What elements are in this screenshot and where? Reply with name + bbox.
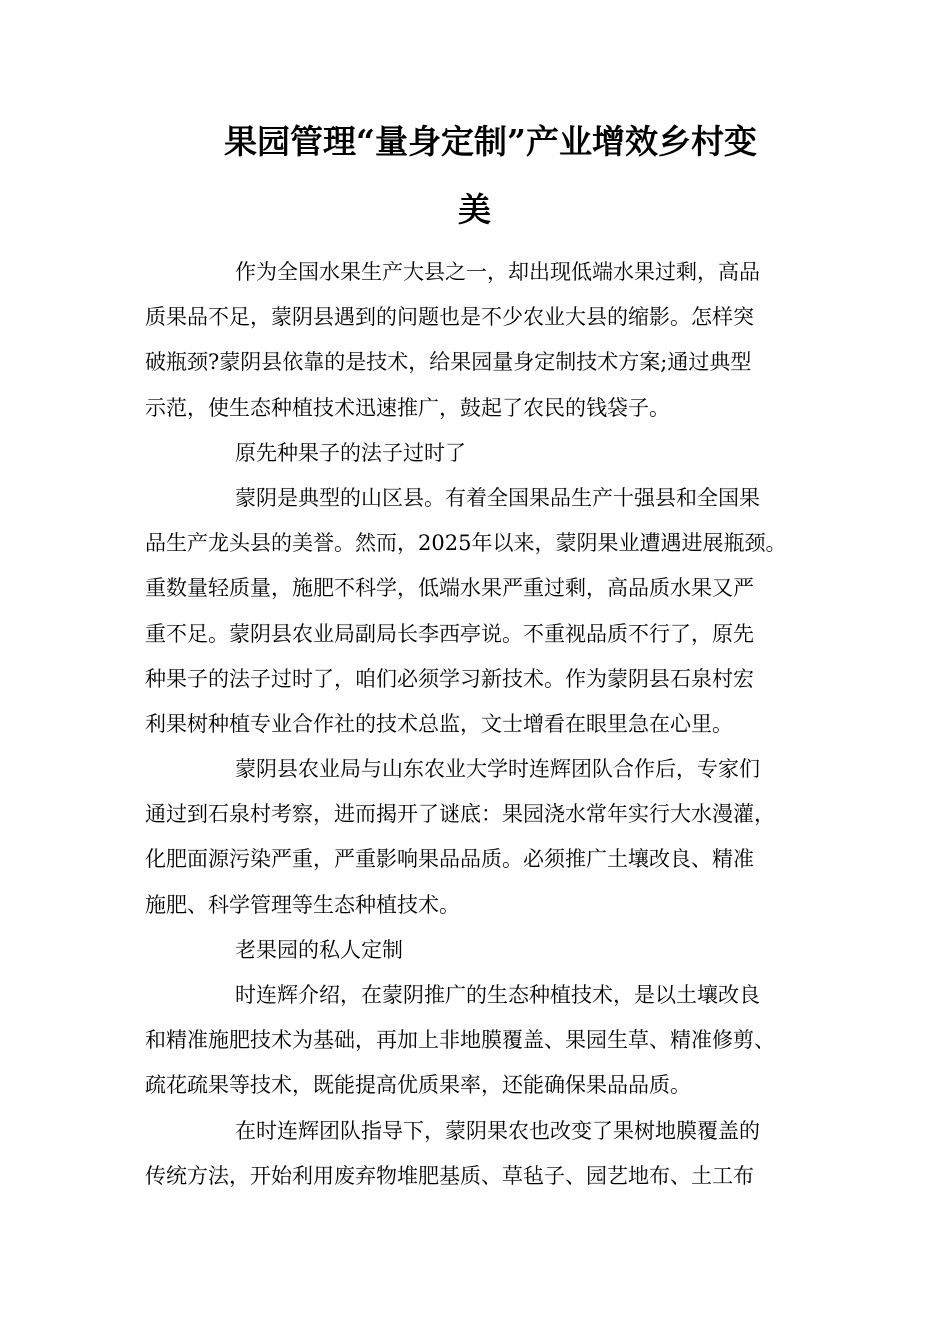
body-line: 重数量轻质量，施肥不科学，低端水果严重过剩，高品质水果又严 <box>145 576 754 601</box>
body-line: 重不足。蒙阴县农业局副局长李西亭说。不重视品质不行了，原先 <box>145 621 754 646</box>
body-line: 作为全国水果生产大县之一，却出现低端水果过剩，高品 <box>235 260 760 284</box>
document-body <box>145 250 835 1199</box>
body-line: 蒙阴是典型的山区县。有着全国果品生产十强县和全国果 <box>235 485 760 510</box>
body-line: 化肥面源污染严重，严重影响果品品质。必须推广土壤改良、精准 <box>145 847 754 872</box>
body-line: 品生产龙头县的美誉。然而，2025年以来，蒙阴果业遭遇进展瓶颈。 <box>145 531 787 556</box>
body-line: 破瓶颈?蒙阴县依靠的是技术，给果园量身定制技术方案;通过典型 <box>145 350 752 375</box>
body-line: 通过到石泉村考察，进而揭开了谜底：果园浇水常年实行大水漫灌， <box>145 802 775 827</box>
body-line: 传统方法，开始利用废弃物堆肥基质、草毡子、园艺地布、土工布 <box>145 1163 754 1188</box>
body-line: 利果树种植专业合作社的技术总监，文士增看在眼里急在心里。 <box>145 711 733 736</box>
body-line: 施肥、科学管理等生态种植技术。 <box>145 892 460 917</box>
body-line: 蒙阴县农业局与山东农业大学时连辉团队合作后，专家们 <box>235 757 760 782</box>
body-line: 时连辉介绍，在蒙阴推广的生态种植技术，是以土壤改良 <box>235 983 760 1007</box>
body-line: 疏花疏果等技术，既能提高优质果率，还能确保果品品质。 <box>145 1073 691 1098</box>
body-line: 质果品不足，蒙阴县遇到的问题也是不少农业大县的缩影。怎样突 <box>145 305 754 330</box>
section-heading: 原先种果子的法子过时了 <box>235 440 466 465</box>
body-line: 种果子的法子过时了，咱们必须学习新技术。作为蒙阴县石泉村宏 <box>145 666 754 691</box>
body-line: 在时连辉团队指导下，蒙阴果农也改变了果树地膜覆盖的 <box>235 1118 760 1143</box>
body-line: 和精准施肥技术为基础，再加上非地膜覆盖、果园生草、精准修剪、 <box>145 1028 775 1053</box>
body-line: 示范，使生态种植技术迅速推广，鼓起了农民的钱袋子。 <box>145 395 670 420</box>
section-heading: 老果园的私人定制 <box>235 937 403 962</box>
document-title-line-1: 果园管理“量身定制”产业增效乡村变 <box>224 122 757 161</box>
document-title-line-2: 美 <box>458 190 491 229</box>
